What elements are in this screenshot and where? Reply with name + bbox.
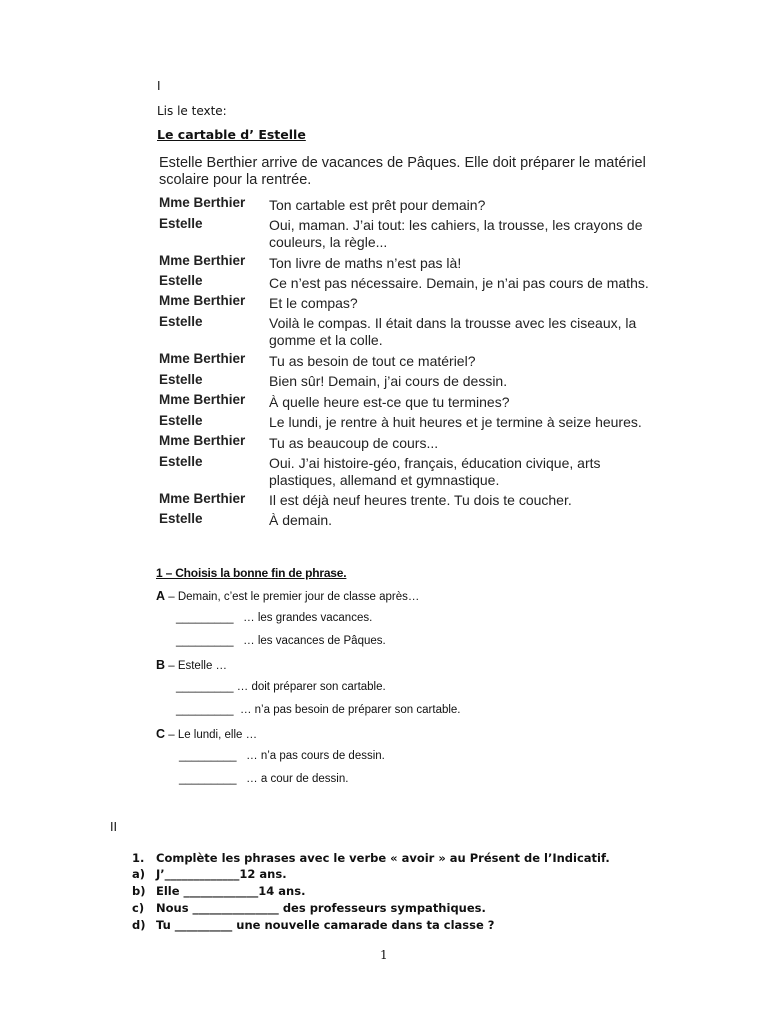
answer-blank[interactable]: _________ (176, 635, 234, 647)
option-text: … n’a pas cours de dessin. (246, 750, 385, 762)
speaker-label: Estelle (159, 372, 203, 387)
instruction-text: Complète les phrases avec le verbe « avoir » au Présent de l’Indicatif. (156, 851, 610, 865)
question-letter: A (156, 589, 166, 603)
question-stem: – Estelle … (165, 660, 228, 672)
answer-option[interactable] (176, 612, 372, 624)
question-stem: – Demain, c’est le premier jour de classe après… (165, 591, 420, 603)
dialogue-line: Il est déjà neuf heures trente. Tu dois te coucher. (269, 492, 572, 508)
option-text: … doit préparer son cartable. (236, 681, 386, 693)
dialogue-line: À quelle heure est-ce que tu termines? (269, 394, 510, 410)
answer-option[interactable] (176, 704, 461, 716)
dialogue-line: À demain. (269, 512, 333, 528)
dialogue-line: Voilà le compas. Il était dans la trousse avec les ciseaux, la gomme et la colle. (269, 315, 637, 348)
dialogue-line: Et le compas? (269, 295, 358, 311)
exercise-two-instruction (132, 851, 692, 867)
dialogue-line: Bien sûr! Demain, j’ai cours de dessin. (269, 373, 508, 389)
item-text[interactable]: J’_____________12 ans. (156, 867, 287, 881)
speaker-label: Estelle (159, 413, 203, 428)
item-text[interactable]: Tu __________ une nouvelle camarade dans ta classe ? (156, 918, 495, 932)
option-text: … n’a pas besoin de préparer son cartable. (239, 704, 461, 716)
answer-blank[interactable]: _________ (176, 681, 234, 693)
exercise-one-title: 1 – Choisis la bonne fin de phrase. (156, 566, 347, 580)
item-text[interactable]: Nous _______________ des professeurs sympathiques. (156, 901, 486, 915)
instruction-read: Lis le texte: (157, 104, 227, 118)
option-text: … a cour de dessin. (246, 773, 349, 785)
answer-option[interactable] (176, 681, 386, 693)
passage-intro: Estelle Berthier arrive de vacances de Pâques. Elle doit préparer le matériel scolaire pour la rentrée. (159, 155, 646, 188)
item-label: b) (132, 884, 146, 898)
answer-blank[interactable]: _________ (176, 612, 234, 624)
answer-blank[interactable]: _________ (176, 704, 234, 716)
speaker-label: Estelle (159, 273, 203, 288)
exercise-item-d[interactable] (132, 918, 692, 934)
dialogue-line: Oui, maman. J’ai tout: les cahiers, la trousse, les crayons de couleurs, la règle... (269, 217, 643, 250)
dialogue-line: Oui. J’ai histoire-géo, français, éducation civique, arts plastiques, allemand et gymnastique. (269, 455, 601, 488)
dialogue-line: Tu as besoin de tout ce matériel? (269, 353, 476, 369)
speaker-label: Mme Berthier (159, 293, 246, 308)
speaker-label: Estelle (159, 216, 203, 231)
dialogue-line: Ton livre de maths n’est pas là! (269, 255, 462, 271)
text-title: Le cartable d’ Estelle (157, 127, 306, 142)
section-one-label: I (157, 79, 161, 93)
section-two-label: II (110, 820, 118, 834)
question-letter: C (156, 727, 166, 741)
speaker-label: Estelle (159, 454, 203, 469)
speaker-label: Estelle (159, 314, 203, 329)
exercise-item-c[interactable] (132, 901, 692, 917)
dialogue-line: Ce n’est pas nécessaire. Demain, je n’ai pas cours de maths. (269, 275, 649, 291)
exercise-item-a[interactable] (132, 867, 692, 883)
speaker-label: Mme Berthier (159, 351, 246, 366)
page-number: 1 (380, 948, 388, 962)
question-a (156, 589, 419, 603)
speaker-label: Mme Berthier (159, 253, 246, 268)
speaker-label: Mme Berthier (159, 392, 246, 407)
answer-option[interactable] (176, 635, 386, 647)
answer-blank[interactable]: _________ (179, 773, 237, 785)
item-label: a) (132, 867, 146, 881)
question-c (156, 727, 257, 741)
question-b (156, 658, 227, 672)
exercise-number: 1. (132, 851, 145, 865)
dialogue-line: Tu as beaucoup de cours... (269, 435, 439, 451)
item-text[interactable]: Elle _____________14 ans. (156, 884, 306, 898)
question-letter: B (156, 658, 166, 672)
item-label: c) (132, 901, 145, 915)
option-text: … les vacances de Pâques. (243, 635, 386, 647)
question-stem: – Le lundi, elle … (165, 729, 258, 741)
answer-option[interactable] (179, 750, 385, 762)
speaker-label: Mme Berthier (159, 491, 246, 506)
speaker-label: Estelle (159, 511, 203, 526)
dialogue-line: Ton cartable est prêt pour demain? (269, 197, 486, 213)
speaker-label: Mme Berthier (159, 433, 246, 448)
dialogue-line: Le lundi, je rentre à huit heures et je termine à seize heures. (269, 414, 642, 430)
speaker-label: Mme Berthier (159, 195, 246, 210)
answer-option[interactable] (179, 773, 348, 785)
exercise-item-b[interactable] (132, 884, 692, 900)
option-text: … les grandes vacances. (243, 612, 373, 624)
answer-blank[interactable]: _________ (179, 750, 237, 762)
item-label: d) (132, 918, 146, 932)
